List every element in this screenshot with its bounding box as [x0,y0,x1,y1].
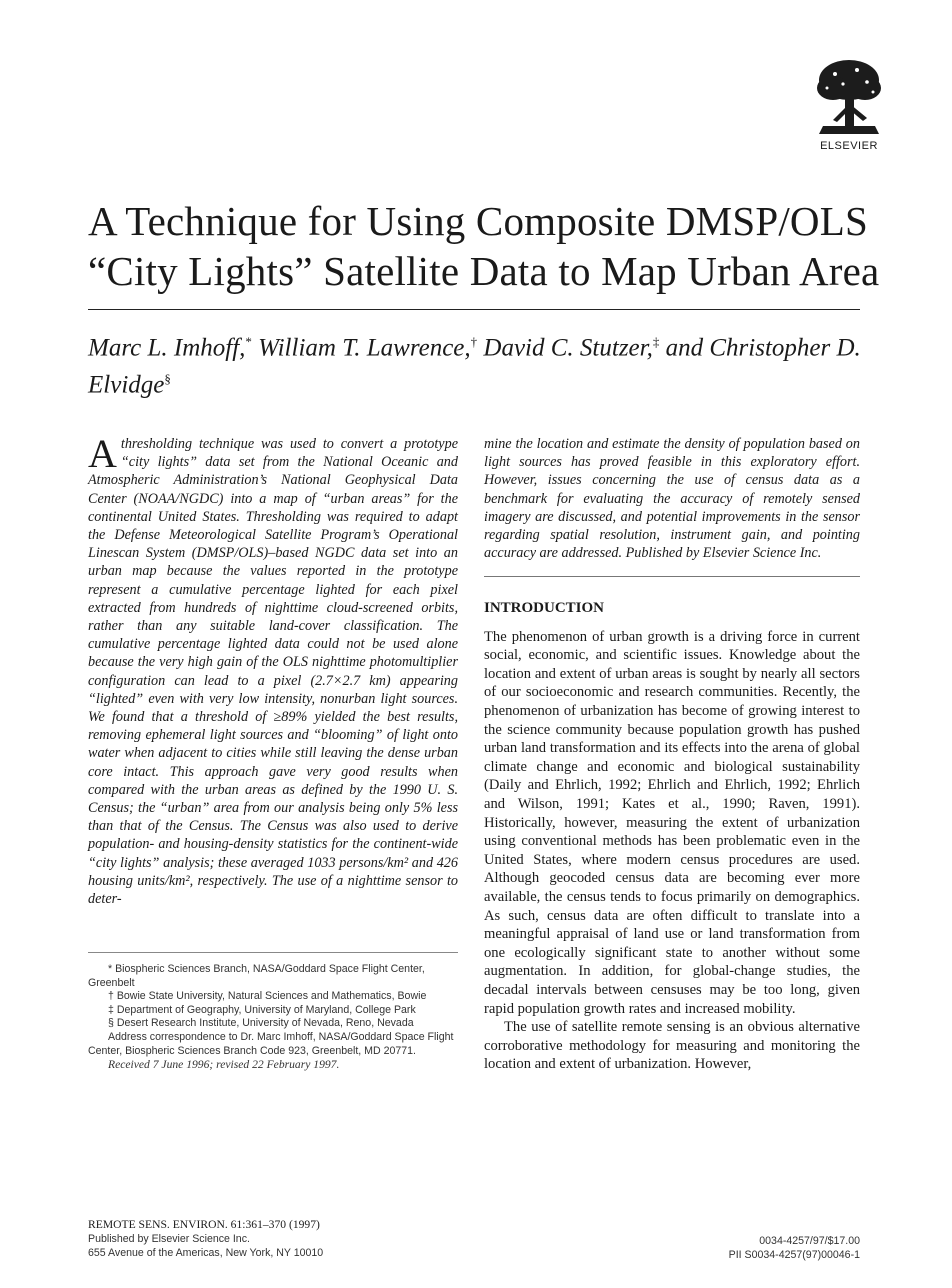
journal-citation: REMOTE SENS. ENVIRON. 61:361–370 (1997) [88,1218,320,1231]
footnote: † Bowie State University, Natural Sciences and Mathematics, Bowie [108,990,427,1003]
title-rule [88,309,860,310]
footnotes [88,952,458,1072]
intro-paragraph-1: The phenomenon of urban growth is a driving force in current social, economic, and scientific issues. Knowledge about the location and extent of urban areas is sought by nearly all sectors of our socioeconomic and research communities. Recently, the phenomenon of urbanization has become of growing interest to the science community because population growth has pushed urban land transformation and its effects into the arena of global climate change and economic and biological sustainability (Daily and Ehrlich, 1992; Ehrlich and Ehrlich, 1992; Ehrlich and Wilson, 1991; Kates et al., 1990; Raven, 1991). Historically, however, measuring the extent of urbanization using conventional methods has been problematic even in the United States, where modern census procedures are used. Although geocoded census data are becoming ever more available, the census tends to focus primarily on demographics. As such, census data are often difficult to translate into a meaningful appraisal of land use or land transformation from one ecologically significant state to another without some augmentation. In addition, for global-change studies, the decadal intervals between censuses may be too long, given rapid population growth rates and increased mobility. [484,628,860,1017]
footnote-rule [88,952,458,953]
abstract-rule [484,576,860,577]
intro-paragraph-2: The use of satellite remote sensing is an obvious alternative corroborative methodology for measuring and monitoring the location and extent of urbanization. However, [484,1019,860,1073]
title-line-1: A Technique for Using Composite DMSP/OLS [88,198,868,244]
affiliation-mark: ‡ [652,334,660,349]
affiliation-mark: § [164,371,171,387]
publisher-name: ELSEVIER [820,140,878,152]
author-elvidge: and Christopher D. Elvidge [88,334,861,399]
right-column [484,435,860,1074]
abstract-text-right: mine the location and estimate the density of population based on light sources has proved feasible in this exploratory effort. However, issues concerning the use of census data as a benchmark for evaluating the accuracy of remotely sensed imagery are discussed, and potential improvements in the sensor regarding spatial resolution, instrument gain, and pointing accuracy are addressed. Published by Elsevier Science Inc. [484,436,860,562]
footnote: ‡ Department of Geography, University of Maryland, College Park [108,1003,416,1016]
journal-info [88,1218,458,1260]
abstract-dropcap: A [88,431,117,476]
elsevier-logo [794,54,904,164]
pii-code: PII S0034-4257(97)00046-1 [728,1249,860,1261]
affiliation-mark: * [245,334,252,349]
footnote: Address correspondence to Dr. Marc Imhoff, NASA/Goddard Space Flight Center, Biospheric Sciences Branch Code 923, Greenbelt, MD 20771. [88,1030,454,1057]
tree-icon [813,54,885,136]
title-line-2: “City Lights” Satellite Data to Map Urban Area [88,248,880,294]
received-dates: Received 7 June 1996; revised 22 February 1997. [108,1058,340,1072]
price-code: 0034-4257/97/$17.00 [759,1235,860,1247]
abstract-left-column [88,431,458,908]
section-heading-introduction: INTRODUCTION [484,600,605,617]
journal-publisher: Published by Elsevier Science Inc. [88,1233,250,1245]
article-codes [660,1234,860,1262]
footnote: § Desert Research Institute, University of Nevada, Reno, Nevada [108,1017,414,1030]
author-list [88,326,878,401]
journal-address: 655 Avenue of the Americas, New York, NY 10010 [88,1247,324,1259]
author-imhoff: Marc L. Imhoff, [88,334,246,362]
author-lawrence: William T. Lawrence, [251,334,471,362]
affiliation-mark: † [470,334,478,349]
abstract-text-left: thresholding technique was used to convert a prototype “city lights” data set from the National Oceanic and Atmospheric Administration’s National Geophysical Data Center (NOAA/NGDC) into a map of “urban areas” for the continental United States. Thresholding was required to adapt the Defense Meteorological Satellite Program’s Operational Linescan System (DMSP/OLS)–based NGDC data set into an urban map because the values reported in the prototype represent a cumulative percentage lighted for each pixel extracted from hundreds of nighttime cloud-screened orbits, rather than any suitable land-cover classification. The cumulative percentage lighted data could not be used alone because the very high gain of the OLS nighttime photomultiplier configuration can lead to a pixel (2.7×2.7 km) appearing “lighted” even with very low intensity, nonurban light sources. We found that a threshold of ≥89% yielded the best results, removing ephemeral light sources and “blooming” of light onto water when adjacent to cities while still leaving the dense urban core intact. This approach gave very good results when compared with the urban areas as defined by the 1990 U. S. Census; the “urban” area from our analysis being only 5% less than that of the Census. The Census was also used to derive population- and housing-density statistics for the continent-wide “city lights” analysis; these averaged 1033 persons/km² and 426 housing units/km², respectively. The use of a nighttime sensor to deter- [88,436,458,908]
author-stutzer: David C. Stutzer, [477,334,653,362]
footnote: * Biospheric Sciences Branch, NASA/Goddard Space Flight Center, Greenbelt [88,963,425,989]
paper-title [88,196,888,296]
abstract-text [88,431,458,908]
